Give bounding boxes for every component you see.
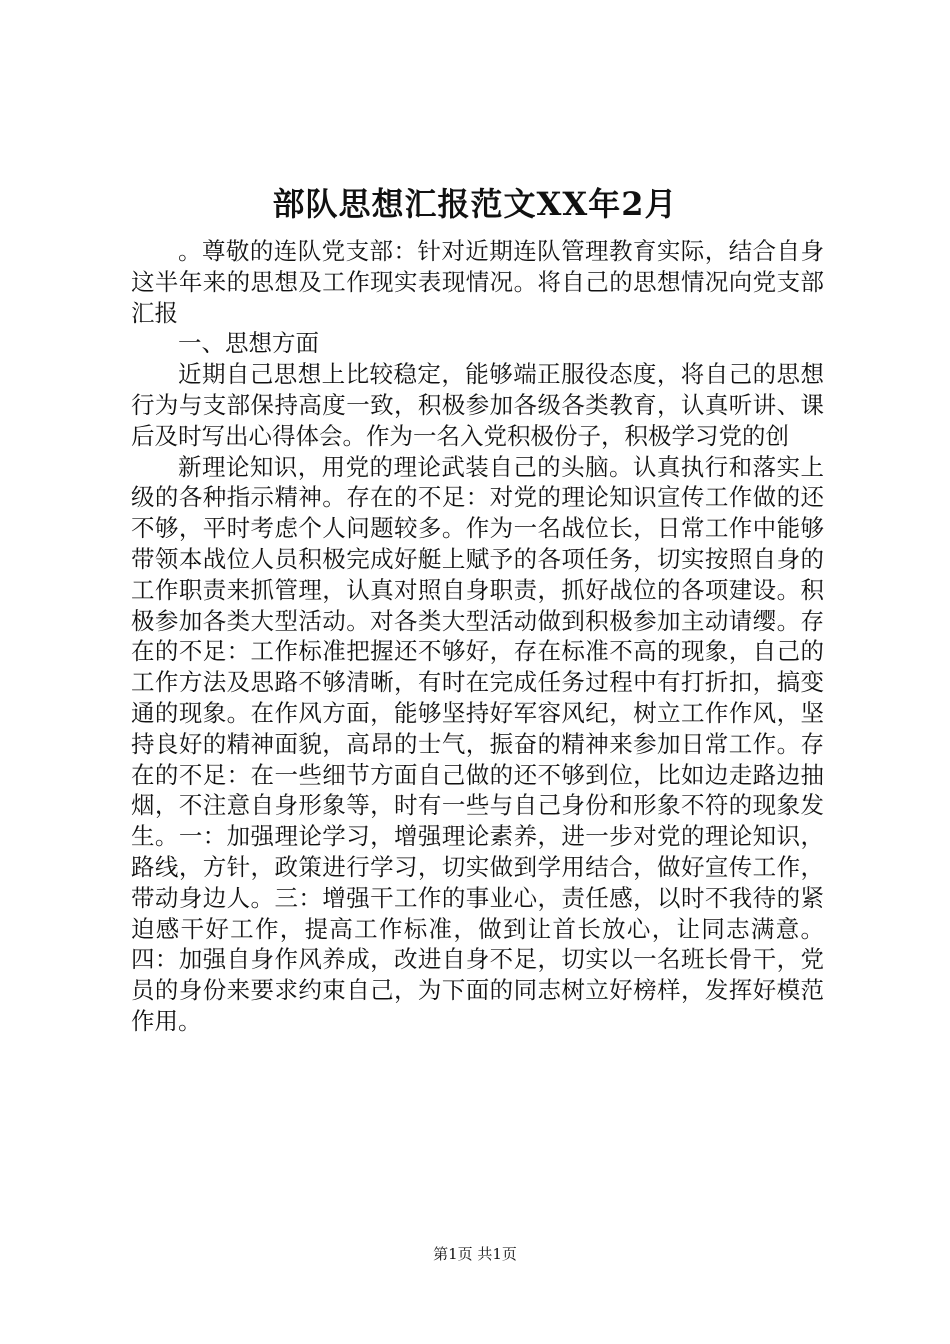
page-footer: 第1页 共1页 bbox=[433, 1245, 517, 1263]
section-heading-thought: 一、思想方面 bbox=[178, 329, 319, 358]
paragraph-main: 新理论知识，用党的理论武装自己的头脑。认真执行和落实上级的各种指示精神。存在的不足：对党的理论知识宣传工作做的还不够，平时考虑个人问题较多。作为一名战位长，日常工作中能够带领本战位人员积极完成好艇上赋予的各项任务，切实按照自身的工作职责来抓管理，认真对照自身职责，抓好战位的各项建设。积极参加各类大型活动。对各类大型活动做到积极参加主动请缨。存在的不足：工作标准把握还不够好，存在标准不高的现象，自己的工作方法及思路不够清晰，有时在完成任务过程中有打折扣，搞变通的现象。在作风方面，能够坚持好军容风纪，树立工作作风，坚持良好的精神面貌，高昂的士气，振奋的精神来参加日常工作。存在的不足：在一些细节方面自己做的还不够到位，比如边走路边抽烟，不注意自身形象等，时有一些与自己身份和形象不符的现象发生。一：加强理论学习，增强理论素养，进一步对党的理论知识，路线，方针，政策进行学习，切实做到学用结合，做好宣传工作，带动身边人。三：增强干工作的事业心，责任感，以时不我待的紧迫感干好工作，提高工作标准，做到让首长放心，让同志满意。四：加强自身作风养成，改进自身不足，切实以一名班长骨干，党员的身份来要求约束自己，为下面的同志树立好榜样，发挥好模范作用。 bbox=[131, 452, 824, 1035]
document-body bbox=[131, 236, 824, 1037]
document-title: 部队思想汇报范文XX年2月 bbox=[272, 185, 678, 223]
paragraph-greeting: 。尊敬的连队党支部：针对近期连队管理教育实际，结合自身这半年来的思想及工作现实表现情况。将自己的思想情况向党支部汇报 bbox=[131, 237, 824, 327]
paragraph-thought: 近期自己思想上比较稳定，能够端正服役态度，将自己的思想行为与支部保持高度一致，积极参加各级各类教育，认真听讲、课后及时写出心得体会。作为一名入党积极份子，积极学习党的创 bbox=[131, 360, 824, 450]
